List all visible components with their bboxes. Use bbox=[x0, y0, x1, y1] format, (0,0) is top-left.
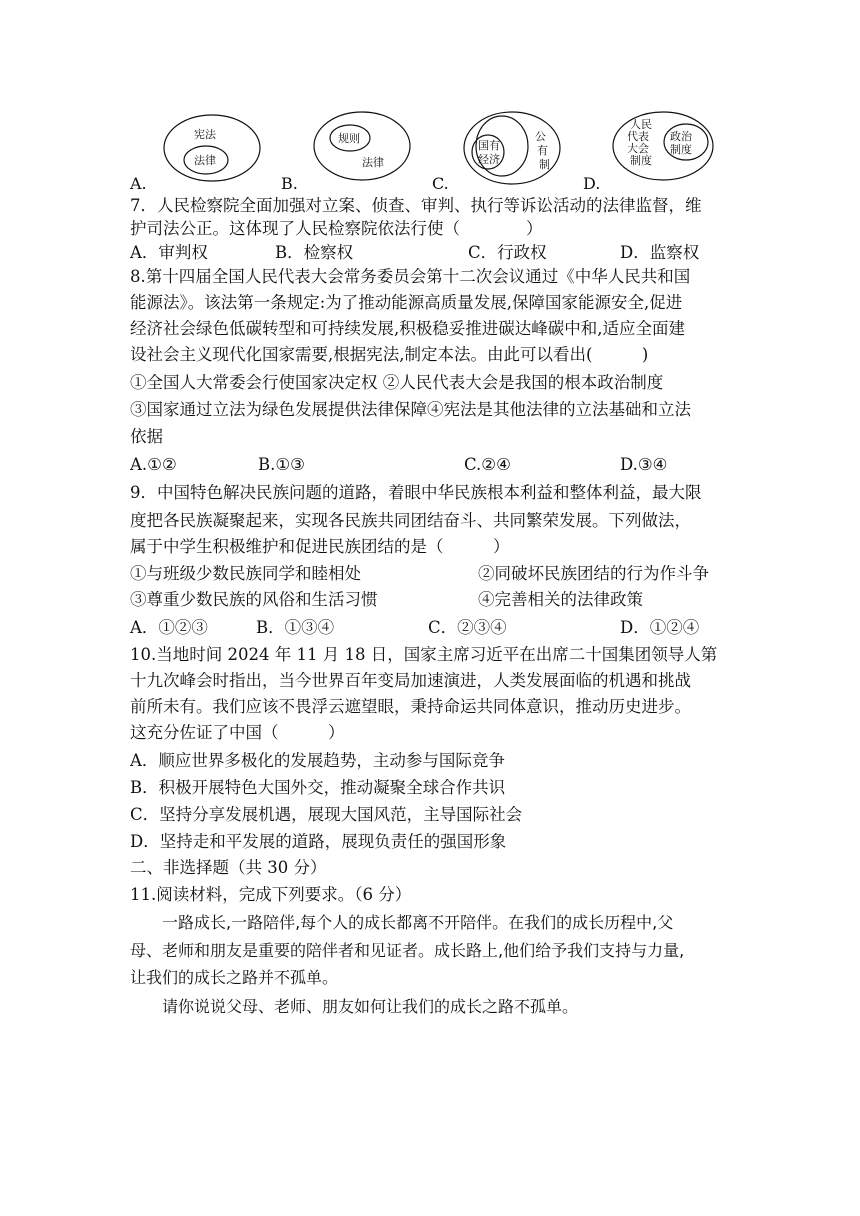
q10-option-b: B．积极开展特色大国外交，推动凝聚全球合作共识 bbox=[130, 778, 506, 797]
diagram-a-letter: A. bbox=[130, 174, 147, 193]
q8-line-2: 能源法》。该法第一条规定:为了推动能源高质量发展,保障国家能源安全,促进 bbox=[130, 293, 683, 312]
diagram-c bbox=[460, 108, 570, 192]
diagram-d-right-2: 制度 bbox=[670, 143, 692, 156]
diagram-b-right: 法律 bbox=[362, 156, 384, 169]
q9-statement-3: ③尊重少数民族的风俗和生活习惯 bbox=[130, 590, 378, 609]
q7-line-2: 护司法公正。这体现了人民检察院依法行使（ ） bbox=[130, 219, 543, 238]
diagram-d-left-1: 人民 bbox=[630, 118, 652, 131]
diagram-c-side-2: 有 bbox=[537, 144, 548, 157]
q8-option-a: A.①② bbox=[130, 455, 177, 474]
q10-line-4: 这充分佐证了中国（ ） bbox=[130, 723, 345, 742]
q9-option-d: D．①②④ bbox=[620, 618, 700, 637]
q11-title: 11.阅读材料，完成下列要求。（6 分） bbox=[130, 885, 412, 904]
q10-line-3: 前所未有。我们应该不畏浮云遮望眼，秉持命运共同体意识，推动历史进步。 bbox=[130, 697, 691, 716]
diagram-d-right-1: 政治 bbox=[670, 130, 692, 143]
diagram-c-inner-2: 经济 bbox=[478, 153, 500, 166]
q8-option-c: C.②④ bbox=[464, 455, 511, 474]
q7-option-b: B．检察权 bbox=[275, 243, 354, 262]
q7-option-a: A．审判权 bbox=[130, 243, 208, 262]
diagram-c-inner-1: 国有 bbox=[478, 139, 500, 152]
q11-material-line-3: 让我们的成长之路并不孤单。 bbox=[130, 968, 339, 987]
q8-line-7: 依据 bbox=[130, 427, 163, 446]
q7-option-c: C．行政权 bbox=[468, 243, 547, 262]
q9-option-a: A．①②③ bbox=[130, 618, 208, 637]
diagram-b bbox=[310, 108, 420, 192]
svg-text:大会: 大会 bbox=[627, 142, 649, 155]
section-2-heading: 二、非选择题（共 30 分） bbox=[130, 858, 327, 877]
diagram-b-letter: B. bbox=[281, 174, 298, 193]
diagram-d-letter: D. bbox=[583, 174, 601, 193]
q9-option-b: B．①③④ bbox=[256, 618, 335, 637]
q10-line-1: 10.当地时间 2024 年 11 月 18 日，国家主席习近平在出席二十国集团领导人第 bbox=[130, 645, 718, 664]
diagram-a-outer: 宪法 bbox=[194, 128, 216, 141]
q8-option-b: B.①③ bbox=[258, 455, 305, 474]
q8-line-6: ③国家通过立法为绿色发展提供法律保障④宪法是其他法律的立法基础和立法 bbox=[130, 400, 691, 419]
q8-option-d: D.③④ bbox=[620, 455, 668, 474]
q10-option-c: C．坚持分享发展机遇，展现大国风范，主导国际社会 bbox=[130, 805, 523, 824]
q11-material-line-2: 母、老师和朋友是重要的陪伴者和见证者。成长路上,他们给予我们支持与力量, bbox=[130, 941, 685, 960]
q10-line-2: 十九次峰会时指出，当今世界百年变局加速演进，人类发展面临的机遇和挑战 bbox=[130, 671, 691, 690]
diagram-c-side-1: 公 bbox=[535, 130, 546, 143]
svg-text:代表: 代表 bbox=[627, 130, 649, 143]
q9-option-c: C．②③④ bbox=[428, 618, 507, 637]
q11-material-line-1: 一路成长,一路陪伴,每个人的成长都离不开陪伴。在我们的成长历程中,父 bbox=[130, 913, 674, 932]
q7-line-1: 7．人民检察院全面加强对立案、侦查、审判、执行等诉讼活动的法律监督，维 bbox=[130, 196, 702, 215]
q9-statement-4: ④完善相关的法律政策 bbox=[478, 590, 643, 609]
q8-line-5: ①全国人大常委会行使国家决定权 ②人民代表大会是我国的根本政治制度 bbox=[130, 373, 664, 392]
q9-line-2: 度把各民族凝聚起来，实现各民族共同团结奋斗、共同繁荣发展。下列做法， bbox=[130, 511, 691, 530]
diagram-c-side-3: 制 bbox=[539, 158, 550, 171]
diagram-b-left: 规则 bbox=[338, 132, 360, 145]
q9-line-1: 9．中国特色解决民族问题的道路，着眼中华民族根本利益和整体利益，最大限 bbox=[130, 483, 702, 502]
diagram-c-letter: C. bbox=[432, 174, 449, 193]
q11-question: 请你说说父母、老师、朋友如何让我们的成长之路不孤单。 bbox=[130, 997, 579, 1016]
q10-option-a: A．顺应世界多极化的发展趋势，主动参与国际竞争 bbox=[130, 751, 505, 770]
q8-line-4: 设社会主义现代化国家需要,根据宪法,制定本法。由此可以看出( ) bbox=[130, 345, 649, 364]
q8-line-3: 经济社会绿色低碳转型和可持续发展,积极稳妥推进碳达峰碳中和,适应全面建 bbox=[130, 319, 685, 338]
q9-line-3: 属于中学生积极维护和促进民族团结的是（ ） bbox=[130, 537, 510, 556]
diagram-d bbox=[610, 108, 720, 192]
svg-text:制度: 制度 bbox=[630, 154, 652, 167]
q9-statement-2: ②同破坏民族团结的行为作斗争 bbox=[478, 564, 709, 583]
q8-line-1: 8.第十四届全国人民代表大会常务委员会第十二次会议通过《中华人民共和国 bbox=[130, 267, 691, 286]
diagram-a bbox=[160, 108, 270, 192]
diagram-a-inner: 法律 bbox=[194, 154, 216, 167]
q10-option-d: D．坚持走和平发展的道路，展现负责任的强国形象 bbox=[130, 832, 507, 851]
q7-option-d: D．监察权 bbox=[620, 243, 700, 262]
q9-statement-1: ①与班级少数民族同学和睦相处 bbox=[130, 564, 361, 583]
